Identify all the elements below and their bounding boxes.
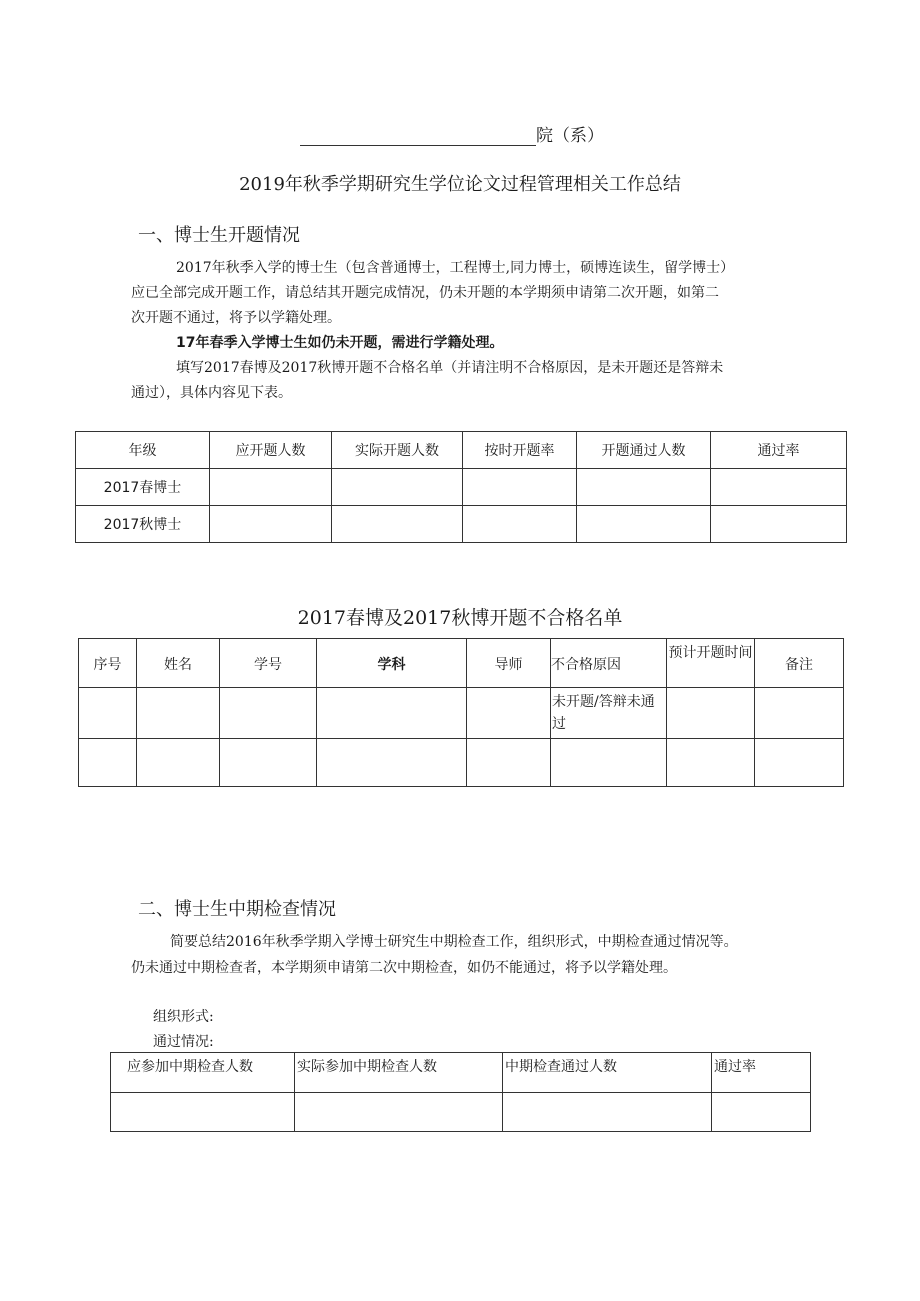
header-advisor: 导师 <box>467 639 551 688</box>
table-cell[interactable] <box>551 739 667 787</box>
header-discipline: 学科 <box>317 639 467 688</box>
table-cell[interactable] <box>463 469 577 506</box>
table-row <box>76 506 847 543</box>
org-form-label: 组织形式: <box>153 1009 214 1025</box>
department-header <box>300 121 604 146</box>
section1-para1-line2: 应已全部完成开题工作，请总结其开题完成情况，仍未开题的本学期须申请第二次开题，如第二 <box>131 285 719 301</box>
table-cell[interactable] <box>711 469 847 506</box>
table-cell[interactable] <box>220 688 317 739</box>
table-row <box>79 688 844 739</box>
table-row <box>79 739 844 787</box>
table-cell[interactable] <box>317 739 467 787</box>
failed-list-title: 2017春博及2017秋博开题不合格名单 <box>297 607 623 629</box>
row-grade: 2017秋博士 <box>76 506 210 543</box>
header-grade: 年级 <box>76 432 210 469</box>
table-header-row <box>111 1053 811 1093</box>
section1-para1-line3: 次开题不通过，将予以学籍处理。 <box>131 310 341 326</box>
section1-para1-line1: 2017年秋季入学的博士生（包含普通博士，工程博士,同力博士，硕博连读生，留学博士） <box>176 260 735 276</box>
table-cell[interactable] <box>332 506 463 543</box>
header-ontime-rate: 按时开题率 <box>463 432 577 469</box>
table-cell[interactable] <box>667 739 755 787</box>
header-name: 姓名 <box>137 639 220 688</box>
header-student-id: 学号 <box>220 639 317 688</box>
table-cell[interactable] <box>755 739 844 787</box>
table-header-row <box>79 639 844 688</box>
table-cell[interactable] <box>711 506 847 543</box>
table-cell[interactable] <box>317 688 467 739</box>
table-cell[interactable] <box>667 688 755 739</box>
header-passed-midterm: 中期检查通过人数 <box>503 1053 712 1093</box>
table-cell[interactable] <box>137 688 220 739</box>
section2-para-line1: 简要总结2016年秋季学期入学博士研究生中期检查工作，组织形式，中期检查通过情况等。 <box>170 934 738 950</box>
table-cell[interactable] <box>577 506 711 543</box>
pass-status-label: 通过情况: <box>153 1034 214 1050</box>
table-cell[interactable] <box>79 688 137 739</box>
table-cell[interactable] <box>295 1093 503 1132</box>
table-cell[interactable] <box>503 1093 712 1132</box>
table-cell[interactable] <box>712 1093 811 1132</box>
department-blank[interactable] <box>300 127 536 146</box>
header-expected-count: 应开题人数 <box>210 432 332 469</box>
document-title: 2019年秋季学期研究生学位论文过程管理相关工作总结 <box>239 174 681 195</box>
row-grade: 2017春博士 <box>76 469 210 506</box>
table-cell[interactable] <box>467 739 551 787</box>
section1-para2-line1: 填写2017春博及2017秋博开题不合格名单（并请注明不合格原因，是未开题还是答辩未 <box>176 360 724 376</box>
header-actual-count: 实际开题人数 <box>332 432 463 469</box>
table-cell[interactable] <box>220 739 317 787</box>
table-cell[interactable] <box>467 688 551 739</box>
header-passed-count: 开题通过人数 <box>577 432 711 469</box>
section1-heading: 一、博士生开题情况 <box>138 225 300 246</box>
header-index: 序号 <box>79 639 137 688</box>
department-suffix: 院（系） <box>536 126 604 146</box>
table-cell[interactable] <box>111 1093 295 1132</box>
header-actual-midterm: 实际参加中期检查人数 <box>295 1053 503 1093</box>
header-remarks: 备注 <box>755 639 844 688</box>
table-cell[interactable] <box>79 739 137 787</box>
table-header-row <box>76 432 847 469</box>
table-cell[interactable] <box>755 688 844 739</box>
midterm-stats-table <box>110 1052 811 1132</box>
header-pass-rate: 通过率 <box>711 432 847 469</box>
header-expected-time: 预计开题时间 <box>667 639 755 688</box>
section2-para-line2: 仍未通过中期检查者，本学期须申请第二次中期检查，如仍不能通过，将予以学籍处理。 <box>131 960 677 976</box>
table-row <box>76 469 847 506</box>
table-cell[interactable] <box>332 469 463 506</box>
table-cell[interactable] <box>210 469 332 506</box>
opening-stats-table <box>75 431 847 543</box>
table-cell[interactable] <box>210 506 332 543</box>
section1-bold-note: 17年春季入学博士生如仍未开题，需进行学籍处理。 <box>176 335 504 351</box>
table-cell[interactable] <box>577 469 711 506</box>
table-cell[interactable] <box>137 739 220 787</box>
header-midterm-pass-rate: 通过率 <box>712 1053 811 1093</box>
table-cell[interactable] <box>463 506 577 543</box>
section1-para2-line2: 通过），具体内容见下表。 <box>131 385 292 401</box>
header-fail-reason: 不合格原因 <box>551 639 667 688</box>
section2-heading: 二、博士生中期检查情况 <box>138 899 336 920</box>
header-expected-midterm: 应参加中期检查人数 <box>111 1053 295 1093</box>
fail-reason-cell[interactable]: 未开题/答辩未通过 <box>551 688 667 739</box>
failed-list-table <box>78 638 844 787</box>
table-row <box>111 1093 811 1132</box>
